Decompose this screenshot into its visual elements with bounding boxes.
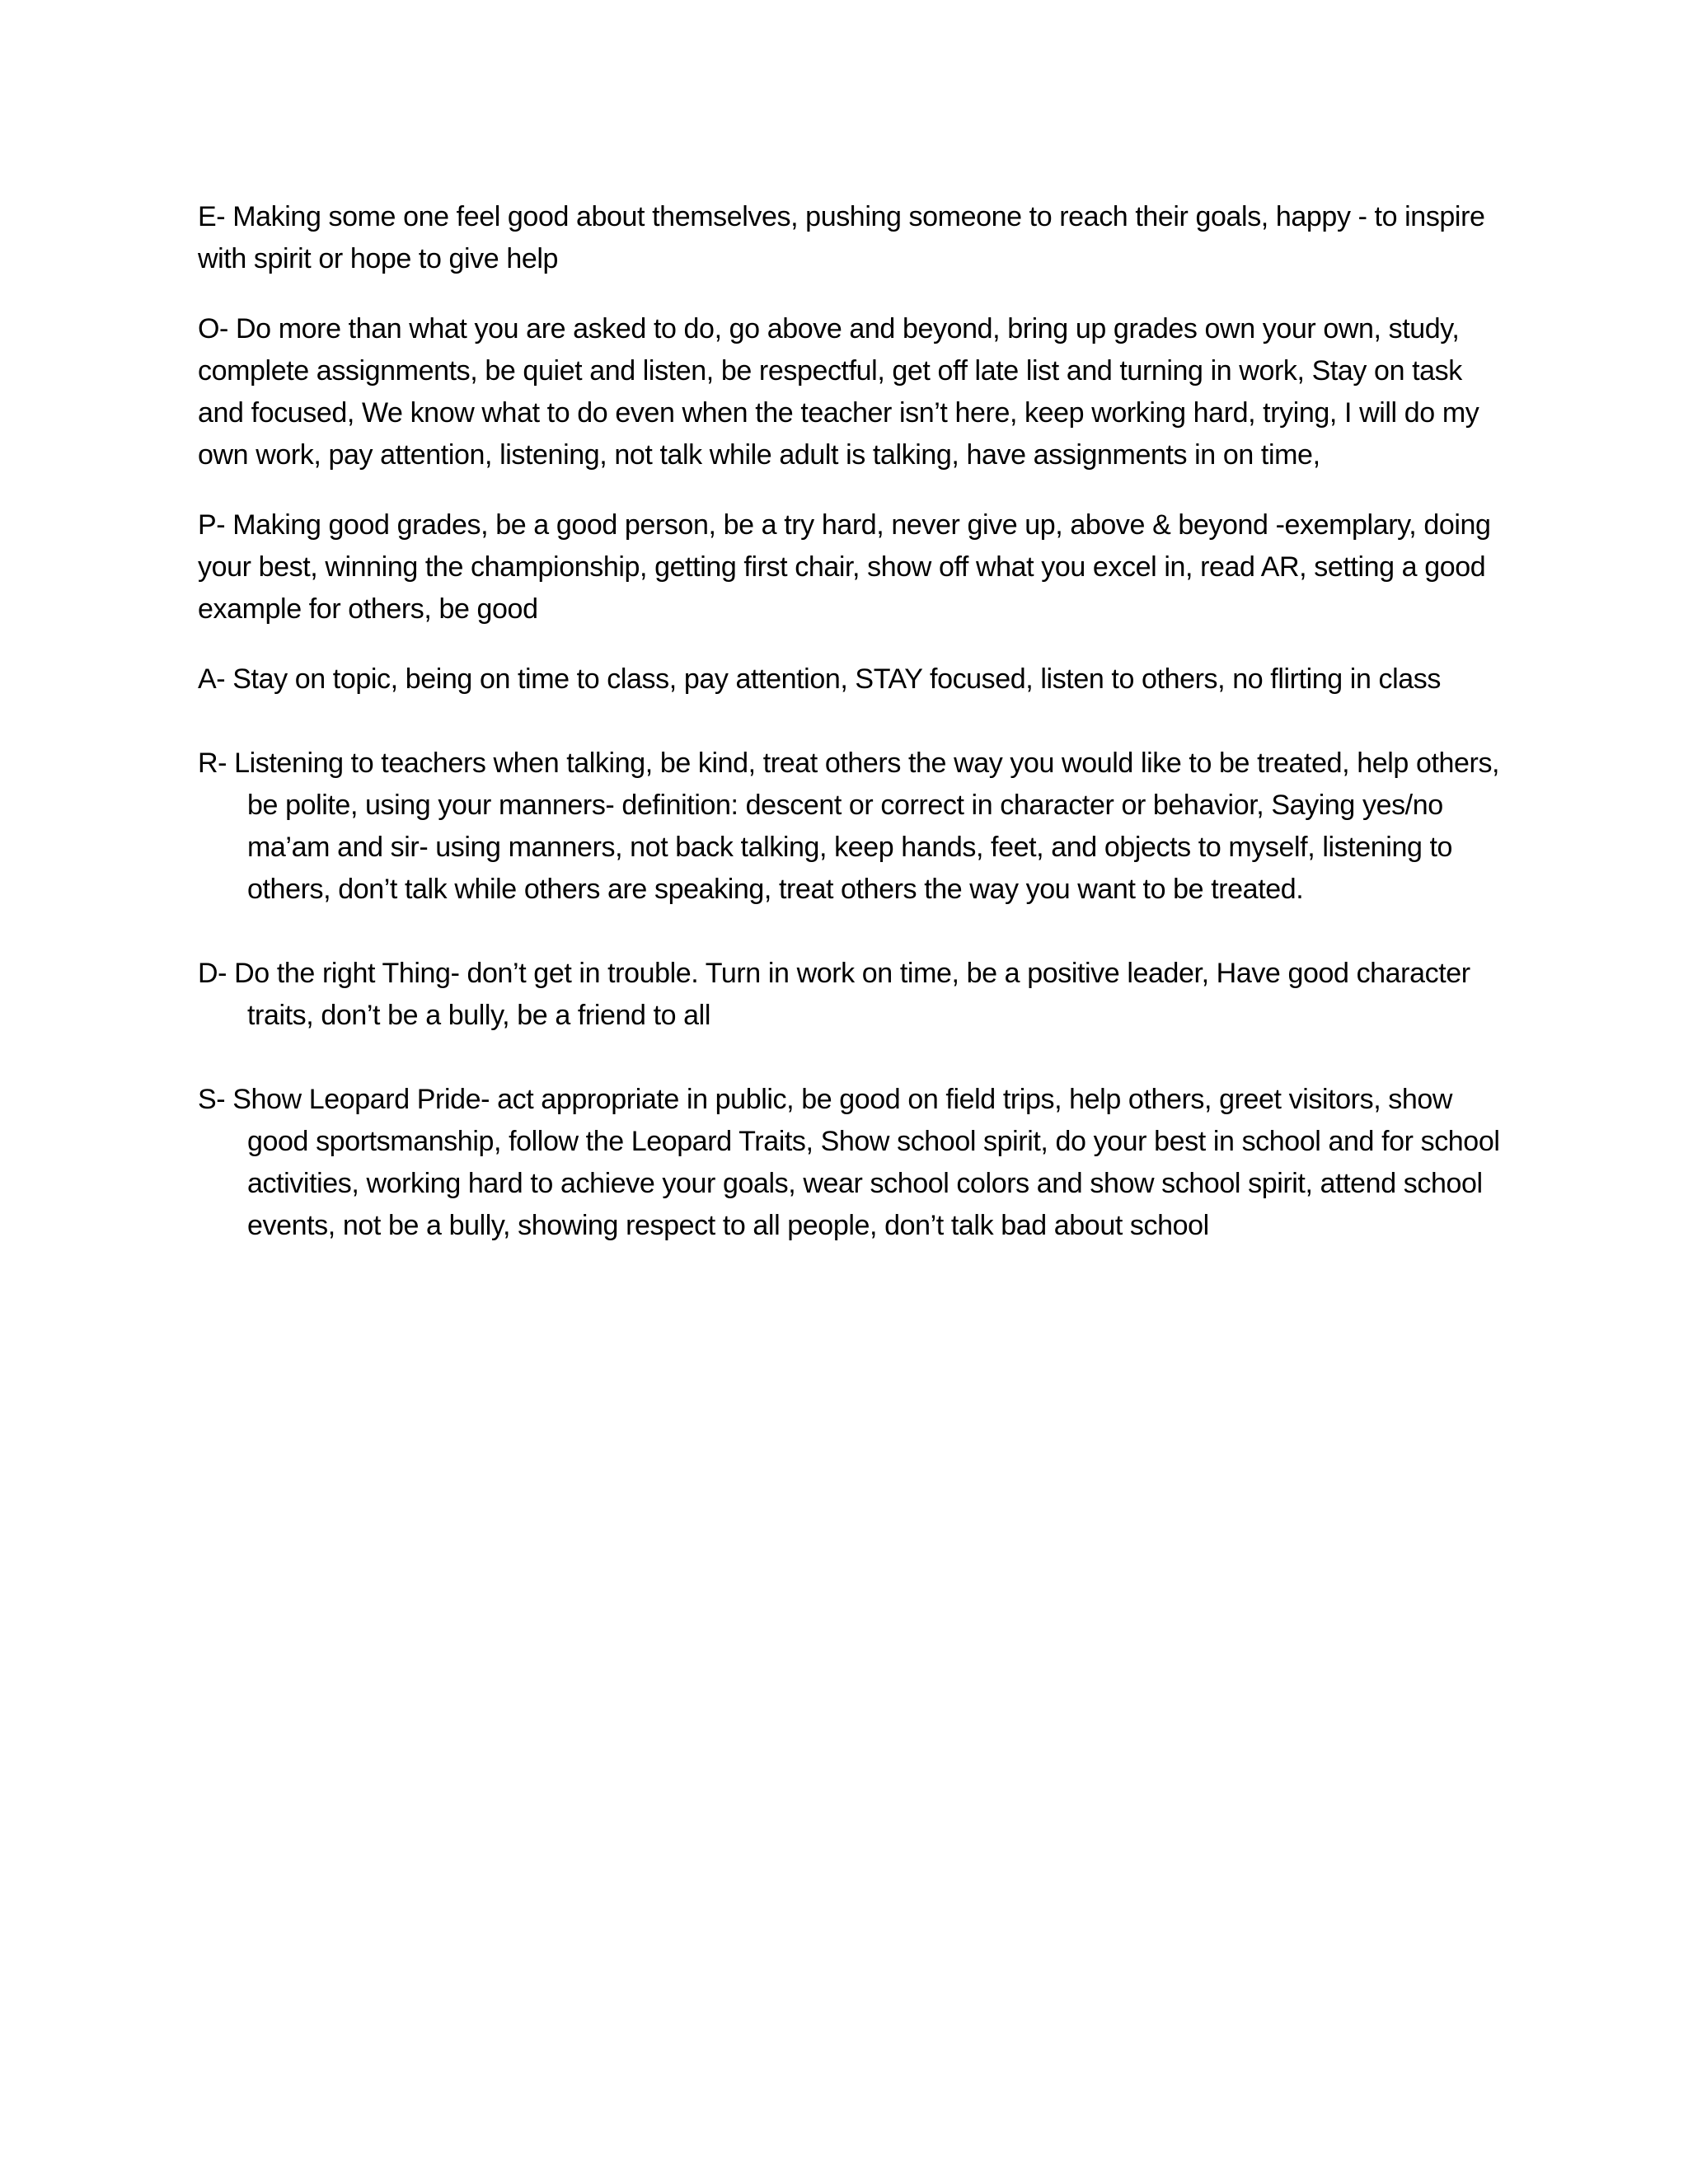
paragraph-o: O- Do more than what you are asked to do, go above and beyond, bring up grades own your own, study, complete assignments, be quiet and listen, be respectful, get off late list and turning in work, Stay on task and focused, We know what to do even when the teacher isn’t here, keep working hard, trying, I will do my own work, pay attention, listening, not talk while adult is talking, have assignments in on time, — [198, 313, 1479, 471]
paragraph-p: P- Making good grades, be a good person, be a try hard, never give up, above & beyond -exemplary, doing your best, winning the championship, getting first chair, show off what you excel in, read AR, setting a good example for others, be good — [198, 509, 1491, 625]
document-body — [198, 196, 1500, 1247]
paragraph-e: E- Making some one feel good about themselves, pushing someone to reach their goals, happy - to inspire with spirit or hope to give help — [198, 201, 1485, 274]
paragraph-s: S- Show Leopard Pride- act appropriate in public, be good on field trips, help others, greet visitors, show good sportsmanship, follow the Leopard Traits, Show school spirit, do your best in school and for school activities, working hard to achieve your goals, wear school colors and show school spirit, attend school events, not be a bully, showing respect to all people, don’t talk bad about school — [198, 1084, 1500, 1241]
paragraph-a: A- Stay on topic, being on time to class, pay attention, STAY focused, listen to others, no flirting in class — [198, 663, 1441, 695]
paragraph-r: R- Listening to teachers when talking, be kind, treat others the way you would like to be treated, help others, be polite, using your manners- definition: descent or correct in character or behavior, Saying yes/no ma’am and sir- using manners, not back talking, keep hands, feet, and objects to myself, listening to others, don’t talk while others are speaking, treat others the way you want to be treated. — [198, 748, 1500, 905]
paragraph-d: D- Do the right Thing- don’t get in trouble. Turn in work on time, be a positive leader, Have good character traits, don’t be a bully, be a friend to all — [198, 958, 1470, 1031]
